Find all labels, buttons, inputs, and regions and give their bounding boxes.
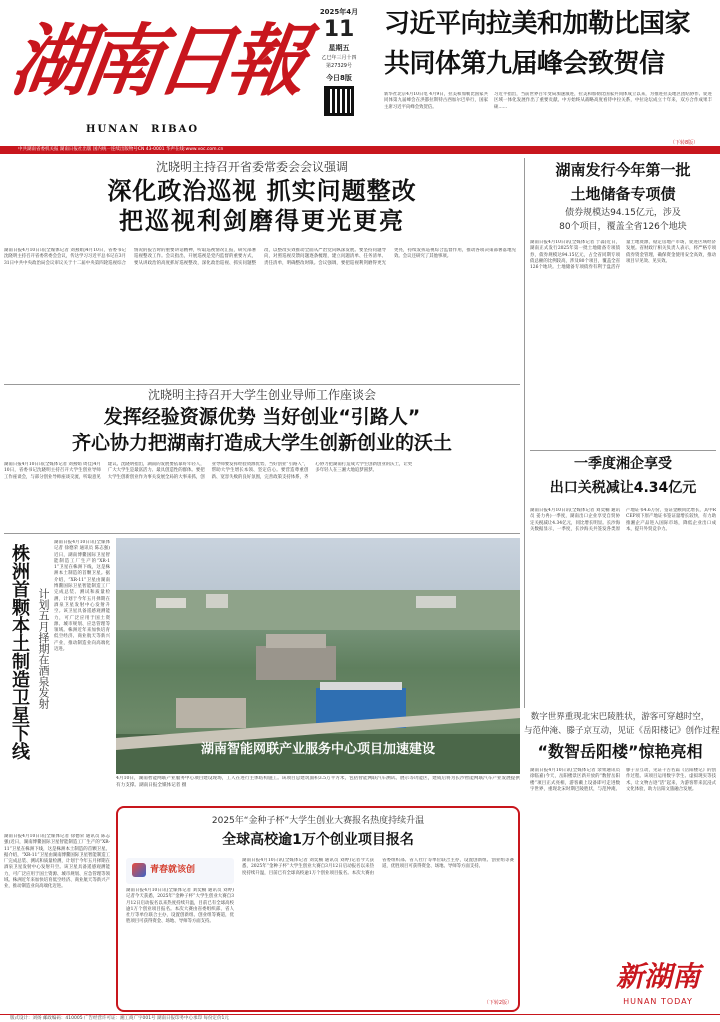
story2-kicker: 沈晓明主持召开大学生创业导师工作座谈会 [147, 388, 376, 402]
side1-subhead-line1: 债券规模达94.15亿元，涉及 [565, 208, 681, 218]
story-tariff-cuts[interactable] [530, 452, 716, 708]
lead-headline-line2: 共同体第九届峰会致贺信 [384, 49, 665, 79]
side1-headline-line1: 湖南发行今年第一批 [555, 161, 691, 179]
masthead [0, 0, 720, 152]
contest-logo-icon [132, 863, 146, 877]
side1-subhead-line2: 80个项目，覆盖全省126个地块 [559, 222, 687, 232]
story-startup-contest[interactable] [116, 806, 520, 1012]
story3-deck: 计划五月择期在酒泉发射 [37, 588, 50, 709]
side3-headline: “数智岳阳楼”惊艳亮相 [537, 742, 703, 761]
side1-body: 湖南日报4月10日讯(全媒体记者 于淼)近日，湖南正式发行2025年第一批土地储备专项债券，债券规模达94.15亿元，占全省同期专项债总额的比例较高，涉及80个项目，覆盖全省126个地块。土地储备专项债券有利于盘活存量土地资源，稳定房地产市场，促进区域经济发展。省财政厅相关负责人表示，将严格专项债券资金管理，确保资金使用安全高效，推动项目早见效、见实效。 [530, 240, 716, 271]
story-inspection[interactable] [4, 158, 520, 382]
qr-code-icon[interactable] [324, 86, 354, 116]
story1-body: 湖南日报4月10日讯(全媒体记者 刘燕娟)4月10日，省委书记沈晓明主持召开省委常委会会议，传达学习习近平总书记在3月31日中共中央政治局会议审议关于十二届中央第四轮巡视综合情况的报告时的重要讲话精神，听取巡视情况汇报，研究部署巡视整改工作。会议指出，开展巡视是党内监督的重要方式，要从讲政治的高度抓好巡视整改，深化政治巡视、抓实问题整改，以整改实效推动全面从严治党向纵深发展。要坚持问题导向，对照巡视反馈问题逐条梳理，建立问题清单、任务清单、责任清单，明确整改时限。会议强调，要把巡视利剑磨得更光更亮，持续发挥巡视综合监督作用，推动各项决策部署落地见效。会议还研究了其他事项。 [4, 248, 516, 266]
divider [4, 533, 520, 534]
page-count: 今日8版 [326, 74, 352, 82]
side2-headline-line2: 出口关税减让4.34亿元 [549, 480, 697, 496]
side2-headline-line1: 一季度湘企享受 [574, 456, 672, 472]
story4-body-cont: 湖南日报4月10日讯(全媒体记者 刘奕楠 通讯员 刘婷)记者今天获悉，2025年“金种子杯”大学生创业大赛自3月12日启动报名以来热度持续升温，目前已有全球高校逾1万个创业项目报名。本次大赛由省委组织部、省人社厅等单位联合主办，设置创新组、创业组等赛道，优胜项目可获得资金、场地、导师等方面支持。 [242, 858, 514, 876]
newspaper-logo: 湖南日報 [5, 16, 307, 107]
news-photo[interactable] [116, 538, 520, 774]
story1-kicker: 沈晓明主持召开省委常委会会议强调 [155, 160, 348, 174]
story3-body: 湖南日报4月10日讯(全媒体记者 徐德荣 通讯员 陈志强)近日，湖南博鳌国际卫星智能制造工厂生产的“XR-11”卫星在株洲下线，这是株洲本土制造的首颗卫星。据介绍，“XR-11”卫星由湖南博鳌国际卫星智能制造工厂完成总装、测试和质量检测，计划于今年五月择期在酒泉卫星发射中心发射升空。该卫星具备遥感观测能力，可广泛应用于国土资源、城市规划、应急管理等领域。株洲近年来加快培育低空经济、商业航天等新兴产业，推动制造业向高端化迈进。 [54, 540, 110, 653]
weekday: 星期五 [328, 44, 350, 52]
story3-body-cont: 湖南日报4月10日讯(全媒体记者 徐德荣 通讯员 陈志强)近日，湖南博鳌国际卫星智能制造工厂生产的“XR-11”卫星在株洲下线，这是株洲本土制造的首颗卫星。据介绍，“XR-11”卫星由湖南博鳌国际卫星智能制造工厂完成总装、测试和质量检测，计划于今年五月择期在酒泉卫星发射中心发射升空。该卫星具备遥感观测能力，可广泛应用于国土资源、城市规划、应急管理等领域。株洲近年来加快培育低空经济、商业航天等新兴产业，推动制造业向高端化迈进。 [4, 834, 110, 890]
story1-headline-line1: 深化政治巡视 抓实问题整改 [107, 177, 417, 205]
story4-body: 湖南日报4月10日讯(全媒体记者 刘奕楠 通讯员 刘婷)记者今天获悉，2025年“金种子杯”大学生创业大赛自3月12日启动报名以来热度持续升温，目前已有全球高校逾1万个创业项目报名。本次大赛由省委组织部、省人社厅等单位联合主办，设置创新组、创业组等赛道，优胜项目可获得资金、场地、导师等方面支持。 [126, 888, 234, 925]
side1-headline-line2: 土地储备专项债 [570, 185, 676, 203]
footer-info: 版式设计：刘扬 邮政编码：410005 广告经营许可证：湘工商广字001号 湖南日报印务中心承印 每份定价1元 [10, 1016, 229, 1021]
divider [530, 450, 716, 451]
story2-body: 湖南日报4月10日讯(全媒体记者 刘燕娟 周佳)4月10日，省委书记沈晓明主持召开大学生创业导师工作座谈会，与部分创业导师座谈交流，听取意见建议。沈晓明指出，湖南的发展要依靠好年轻人，广大大学生是最富活力、最具创造性的群体。要把大学生创新创业作为事关发展全局的大事来抓，创业导师要发挥经验资源优势，当好创业“引路人”，帮助大学生增长本领、坚定信心。要营造尊重创新、宽容失败的良好氛围，完善政策支持体系，齐心协力把湖南打造成大学生创新创业的沃土，让更多年轻人在三湘大地追梦圆梦。 [4, 462, 413, 480]
newspaper-pinyin: HUNAN RIBAO [86, 124, 200, 135]
lead-headline[interactable] [384, 4, 714, 84]
issue-number: 第27329号 [326, 63, 352, 69]
photo-caption-title: 湖南智能网联产业服务中心项目加速建设 [200, 742, 435, 757]
date-year-month: 2025年4月 [319, 8, 359, 16]
side3-kicker-line2: 与范仲淹、滕子京互动，见证《岳阳楼记》创作过程 [524, 726, 720, 736]
contest-logo [126, 858, 234, 884]
date-day: 11 [323, 17, 355, 42]
lead-body-col2: 习近平指出，当前世界百年变局加速演进，拉美和加勒比国家共同体成立以来，为推进拉美地区团结协作、促进区域一体化发展作出了重要贡献。中方始终从战略高度看待中拉关系，中拉论坛成立十年来，双方合作成果丰硕…… [494, 92, 712, 110]
lead-headline-line1: 习近平向拉美和加勒比国家 [384, 9, 691, 39]
story-land-bonds[interactable] [530, 158, 716, 448]
story1-headline-line2: 把巡视利剑磨得更光更亮 [119, 207, 405, 235]
story-startup-mentors[interactable] [4, 386, 520, 532]
story3-headline: 株洲首颗本土制造卫星下线 [9, 544, 30, 760]
masthead-info-strip [0, 146, 720, 154]
divider [4, 384, 520, 385]
new-hunan-logo-sub: HUNAN TODAY [623, 997, 693, 1006]
new-hunan-logo-text: 新湖南 [615, 960, 700, 993]
lunar-date: 乙巳年三月十四 [321, 55, 357, 61]
lead-jump[interactable]: （下转8版） [670, 140, 699, 146]
story-satellite[interactable] [4, 538, 112, 950]
side3-kicker-line1: 数字世界重现北宋巴陵胜状，游客可穿越时空， [530, 712, 710, 722]
contest-logo-text: 青春就该创 [150, 865, 196, 875]
date-block [306, 6, 372, 118]
photo-caption-text: 4月10日，湖南智能网联产业服务中心项目建设现场，工人在进行主体结构施工。该项目总建筑面积3.5万平方米，包括智能网联汽车测试、展示等功能区，建成后将为长沙智能网联汽车产业发展提供有力支撑。湖南日报全媒体记者 摄 [116, 776, 520, 788]
side2-body: 湖南日报4月10日讯(全媒体记者 刘奕楠 通讯员 姜力冉)一季度，湖南出口企业享受自贸协定关税减让4.34亿元，同比增长明显。长沙海关数据显示，一季度，长沙海关共签发各类原产地证书4.6万份，签证金额同比增长，其中RCEP项下原产地证书签证量增长较快，有力助推湘企产品进入国际市场，降低企业出口成本，提升外贸竞争力。 [530, 508, 716, 532]
lead-body-col1: 新华社北京4月10日电 4月9日，拉美和加勒比国家共同体第九届峰会在洪都拉斯特古西加尔巴举行，国家主席习近平向峰会致贺信。 [384, 92, 488, 110]
side3-body: 湖南日报4月10日讯(全媒体记者 余果通讯员 徐临嘉)今天，岳阳楼景区新开放的“数智岳阳楼”项目正式亮相，游客戴上设备即可走进数字世界，重现北宋时期巴陵胜状，与范仲淹、滕子京互动，见证千古名篇《岳阳楼记》的创作过程。该项目运用数字孪生、虚拟现实等技术，让文物古迹“活”起来，为游客带来沉浸式文化体验，助力岳阳文旅融合发展。 [530, 768, 716, 792]
story2-headline-line2: 齐心协力把湖南打造成大学生创新创业的沃土 [71, 432, 452, 454]
story4-kicker: 2025年“金种子杯”大学生创业大赛报名热度持续升温 [211, 816, 425, 826]
story4-headline: 全球高校逾1万个创业项目报名 [222, 832, 414, 848]
column-divider [524, 158, 525, 708]
story4-jump[interactable]: （下转2版） [483, 1000, 512, 1006]
info-strip-text: 中共湖南省委机关报 湖南日报社出版 国内统一连续出版物号CN 43-0001 华声在线:www.voc.com.cn [18, 147, 224, 152]
new-hunan-logo[interactable] [600, 958, 716, 1014]
story2-headline-line1: 发挥经验资源优势 当好创业“引路人” [103, 406, 421, 428]
